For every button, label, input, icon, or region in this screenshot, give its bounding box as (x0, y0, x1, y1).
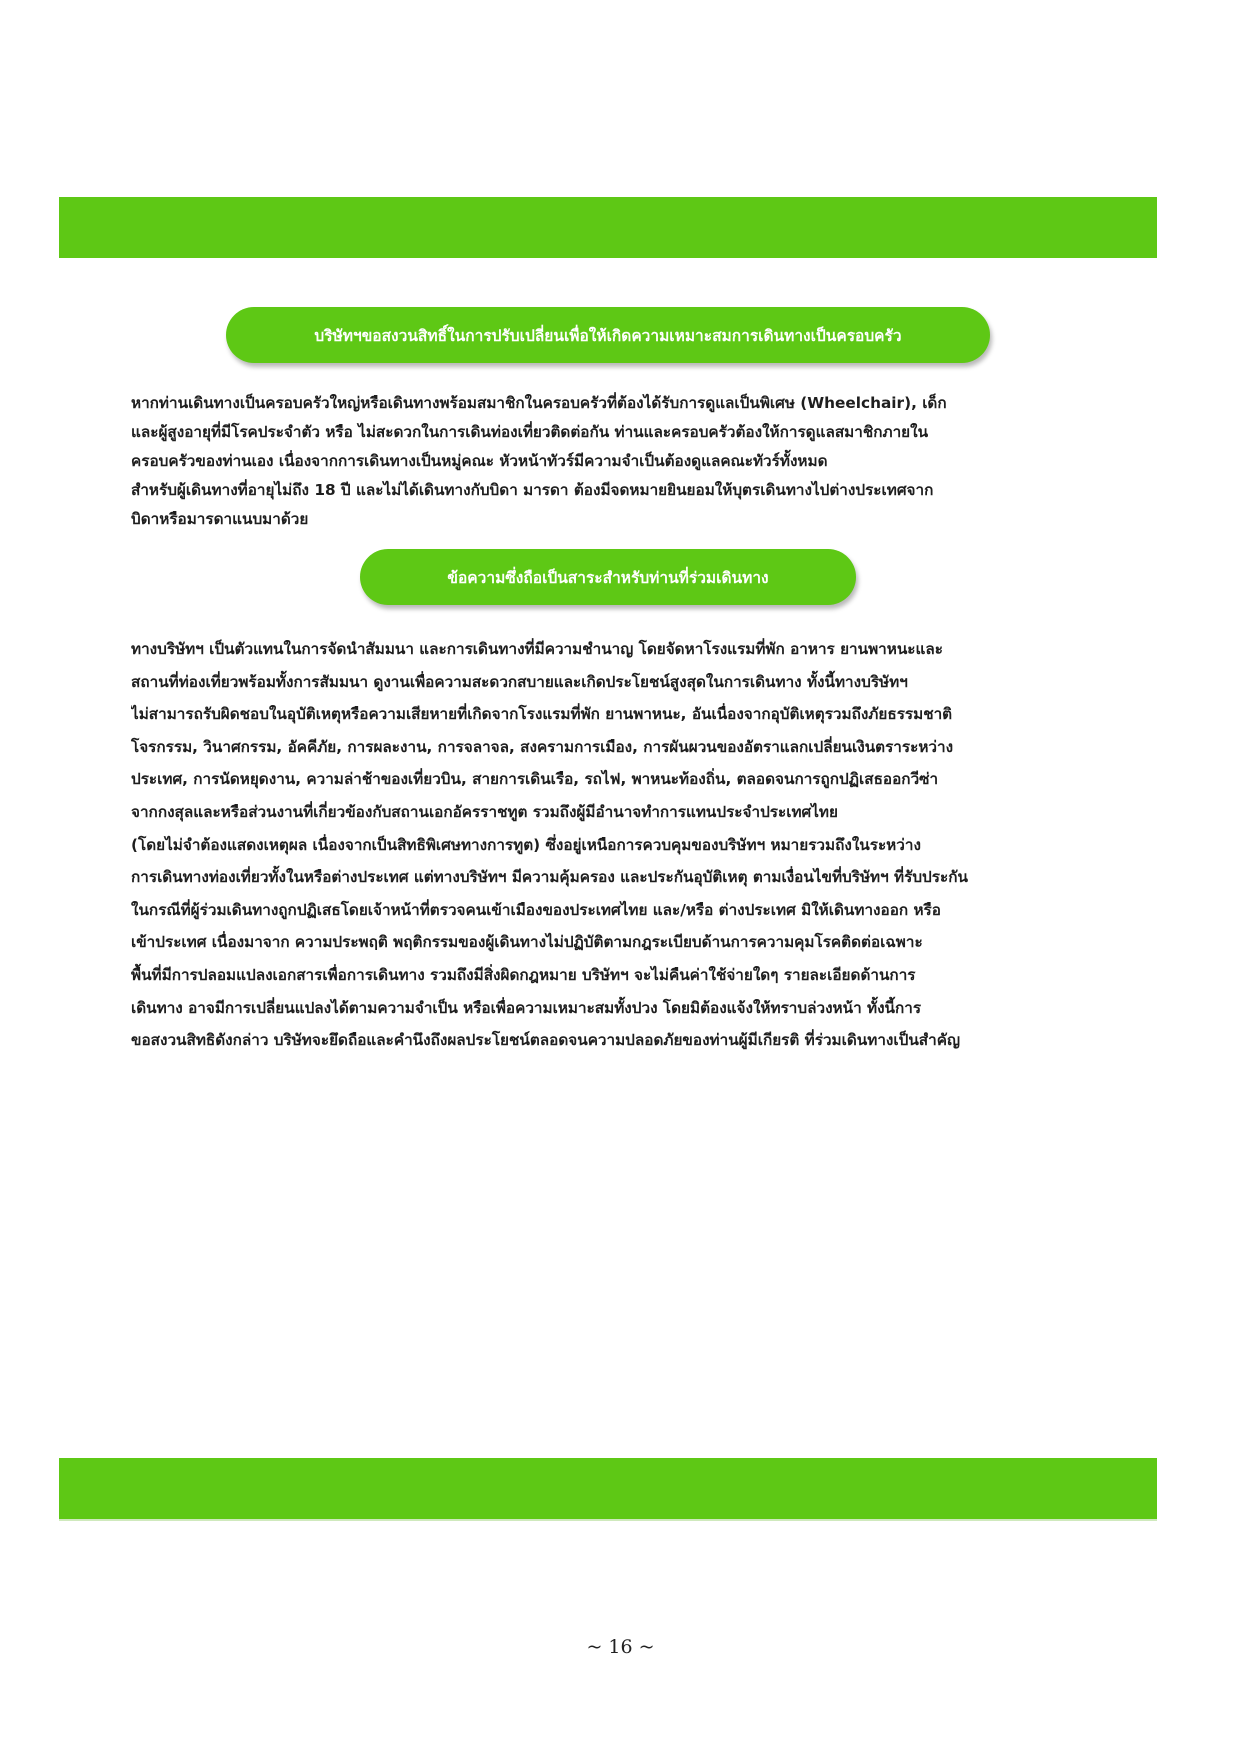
paragraph-line: ไม่สามารถรับผิดชอบในอุบัติเหตุหรือความเสียหายที่เกิดจากโรงแรมที่พัก ยานพาหนะ, อันเนื่องจากอุบัติเหตุรวมถึงภัยธรรมชาติ (131, 705, 953, 724)
header-band (59, 197, 1157, 258)
section2-paragraph (131, 633, 1103, 1057)
paragraph-line: ทางบริษัทฯ เป็นตัวแทนในการจัดนำสัมมนา และการเดินทางที่มีความชำนาญ โดยจัดหาโรงแรมที่พัก อาหาร ยานพาหนะและ (131, 640, 943, 658)
section2-heading: ข้อความซึ่งถือเป็นสาระสำหรับท่านที่ร่วมเดินทาง (360, 549, 856, 605)
paragraph-line: เดินทาง อาจมีการเปลี่ยนแปลงได้ตามความจำเป็น หรือเพื่อความเหมาะสมทั้งปวง โดยมิต้องแจ้งให้ทราบล่วงหน้า ทั้งนี้การ (131, 998, 922, 1017)
paragraph-line: สถานที่ท่องเที่ยวพร้อมทั้งการสัมมนา ดูงานเพื่อความสะดวกสบายและเกิดประโยชน์สูงสุดในการเดินทาง ทั้งนี้ทางบริษัทฯ (131, 672, 908, 691)
paragraph-line: บิดาหรือมารดาแนบมาด้วย (131, 510, 309, 528)
section1-paragraph (131, 389, 1103, 534)
paragraph-line: ในกรณีที่ผู้ร่วมเดินทางถูกปฏิเสธโดยเจ้าหน้าที่ตรวจคนเข้าเมืองของประเทศไทย และ/หรือ ต่างประเทศ มิให้เดินทางออก หรือ (131, 900, 941, 919)
paragraph-line: เข้าประเทศ เนื่องมาจาก ความประพฤติ พฤติกรรมของผู้เดินทางไม่ปฏิบัติตามกฎระเบียบด้านการความคุมโรคติดต่อเฉพาะ (131, 933, 923, 952)
paragraph-line: ประเทศ, การนัดหยุดงาน, ความล่าช้าของเที่ยวบิน, สายการเดินเรือ, รถไฟ, พาหนะท้องถิ่น, ตลอดจนการถูกปฏิเสธออกวีซ่า (131, 770, 939, 789)
page-number: ~ 16 ~ (586, 1636, 655, 1658)
paragraph-line: สำหรับผู้เดินทางที่อายุไม่ถึง 18 ปี และไม่ได้เดินทางกับบิดา มารดา ต้องมีจดหมายยินยอมให้บุตรเดินทางไปต่างประเทศจาก (131, 481, 934, 499)
paragraph-line: หากท่านเดินทางเป็นครอบครัวใหญ่หรือเดินทางพร้อมสมาชิกในครอบครัวที่ต้องได้รับการดูแลเป็นพิเศษ (Wheelchair), เด็ก (131, 394, 947, 412)
paragraph-line: การเดินทางท่องเที่ยวทั้งในหรือต่างประเทศ แต่ทางบริษัทฯ มีความคุ้มครอง และประกันอุบัติเหตุ ตามเงื่อนไขที่บริษัทฯ ที่รับประกัน (131, 868, 968, 887)
paragraph-line: และผู้สูงอายุที่มีโรคประจำตัว หรือ ไม่สะดวกในการเดินท่องเที่ยวติดต่อกัน ท่านและครอบครัวต้องให้การดูแลสมาชิกภายใน (131, 423, 929, 441)
paragraph-line: ขอสงวนสิทธิดังกล่าว บริษัทจะยึดถือและคำนึงถึงผลประโยชน์ตลอดจนความปลอดภัยของท่านผู้มีเกียรติ ที่ร่วมเดินทางเป็นสำคัญ (131, 1031, 960, 1050)
paragraph-line: จากกงสุลและหรือส่วนงานที่เกี่ยวข้องกับสถานเอกอัครราชทูต รวมถึงผู้มีอำนาจทำการแทนประจำประเทศไทย (131, 802, 838, 821)
footer-band-divider (59, 1519, 1157, 1521)
paragraph-line: พื้นที่มีการปลอมแปลงเอกสารเพื่อการเดินทาง รวมถึงมีสิ่งผิดกฎหมาย บริษัทฯ จะไม่คืนค่าใช้จ่ายใดๆ รายละเอียดด้านการ (131, 965, 916, 984)
paragraph-line: โจรกรรม, วินาศกรรม, อัคคีภัย, การผละงาน, การจลาจล, สงครามการเมือง, การผันผวนของอัตราแลกเปลี่ยนเงินตราระหว่าง (131, 737, 954, 756)
section1-heading: บริษัทฯขอสงวนสิทธิ์ในการปรับเปลี่ยนเพื่อให้เกิดความเหมาะสมการเดินทางเป็นครอบครัว (226, 307, 990, 363)
footer-band (59, 1458, 1157, 1519)
paragraph-line: ครอบครัวของท่านเอง เนื่องจากการเดินทางเป็นหมู่คณะ หัวหน้าทัวร์มีความจำเป็นต้องดูแลคณะทัวร์ทั้งหมด (131, 452, 828, 470)
paragraph-line: (โดยไม่จำต้องแสดงเหตุผล เนื่องจากเป็นสิทธิพิเศษทางการทูต) ซึ่งอยู่เหนือการควบคุมของบริษัทฯ หมายรวมถึงในระหว่าง (131, 835, 921, 854)
